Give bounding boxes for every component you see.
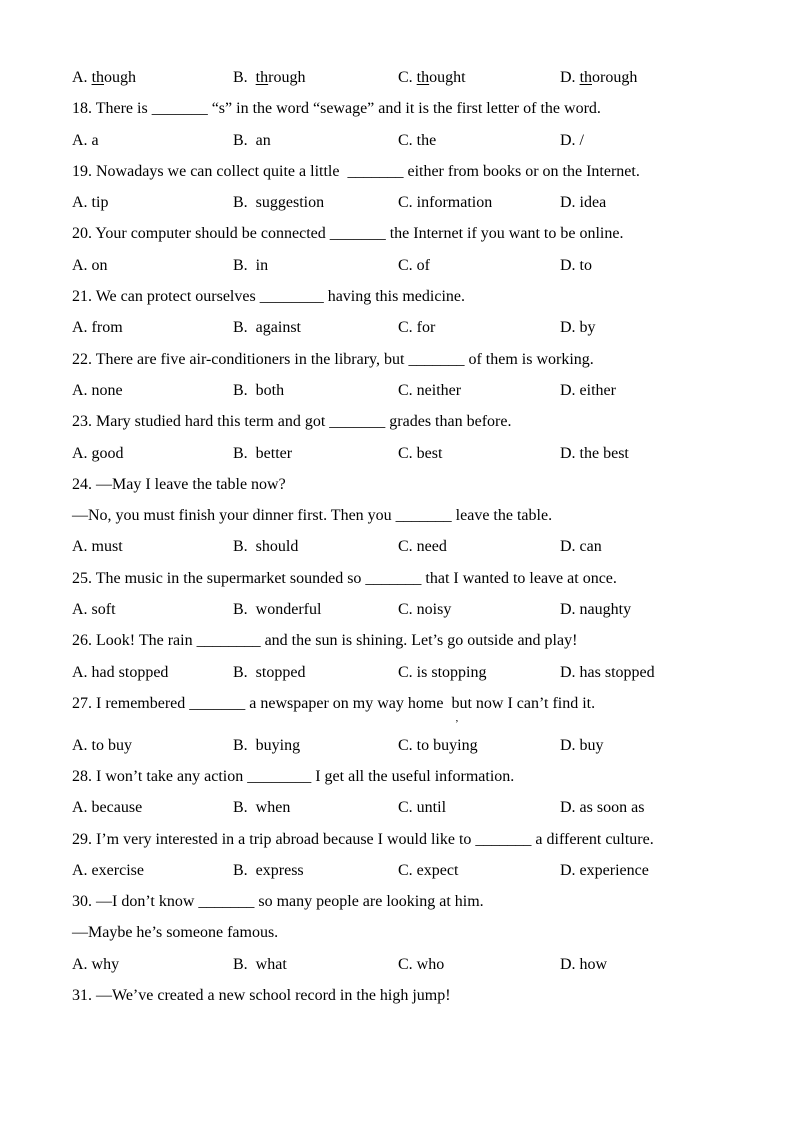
- options-row: [72, 594, 738, 625]
- question-line: 18. There is _______ “s” in the word “sewage” and it is the first letter of the word.: [72, 100, 601, 118]
- option-text: A. soft: [72, 601, 116, 619]
- option-text: D. as soon as: [560, 799, 645, 817]
- option-b: [233, 62, 398, 93]
- option-d: [560, 438, 738, 469]
- options-row: [72, 187, 738, 218]
- option-b: [233, 312, 398, 343]
- option-c: [398, 62, 560, 93]
- option-text: A.: [72, 69, 92, 86]
- question-line: 28. I won’t take any action ________ I get all the useful information.: [72, 767, 515, 785]
- option-a: [72, 949, 233, 980]
- option-text: C. until: [398, 799, 447, 817]
- option-c: [398, 187, 560, 218]
- option-text: A. from: [72, 319, 123, 337]
- option-b: [233, 375, 398, 406]
- option-text: B. stopped: [233, 663, 306, 681]
- underlined-text: th: [416, 69, 430, 86]
- option-text: C. best: [398, 444, 443, 462]
- option-text: C. need: [398, 538, 447, 556]
- options-row: [72, 730, 738, 761]
- question-line: 23. Mary studied hard this term and got _______ grades than before.: [72, 413, 512, 431]
- option-b: [233, 657, 398, 688]
- stray-mark-line: [72, 719, 738, 729]
- option-c: [398, 657, 560, 688]
- option-b: [233, 250, 398, 281]
- option-c: [398, 730, 560, 761]
- option-a: [72, 594, 233, 625]
- option-text: D. either: [560, 381, 616, 399]
- option-text: C. is stopping: [398, 663, 487, 681]
- option-text: B. an: [233, 131, 271, 149]
- question-line: 20. Your computer should be connected _______ the Internet if you want to be online.: [72, 225, 624, 243]
- option-c: [398, 438, 560, 469]
- options-row: [72, 531, 738, 562]
- option-text: D.: [560, 69, 580, 86]
- underlined-text: th: [91, 69, 105, 86]
- underlined-text: th: [255, 69, 269, 86]
- underlined-text: th: [579, 69, 593, 86]
- option-text: B.: [233, 69, 256, 86]
- option-text: A. a: [72, 131, 99, 149]
- option-a: [72, 125, 233, 156]
- question-line: 30. —I don’t know _______ so many people are looking at him.: [72, 893, 484, 911]
- stray-mark: ’: [455, 718, 459, 731]
- options-row: [72, 792, 738, 823]
- option-text: D. idea: [560, 194, 607, 212]
- question-line: 21. We can protect ourselves ________ having this medicine.: [72, 288, 465, 306]
- option-text: B. suggestion: [233, 194, 325, 212]
- option-text: D. buy: [560, 736, 604, 754]
- option-d: [560, 125, 738, 156]
- option-d: [560, 657, 738, 688]
- option-text: D. by: [560, 319, 596, 337]
- option-a: [72, 250, 233, 281]
- option-text: A. good: [72, 444, 124, 462]
- option-text: A. exercise: [72, 861, 144, 879]
- option-text: B. in: [233, 256, 269, 274]
- option-c: [398, 531, 560, 562]
- options-row: [72, 855, 738, 886]
- option-d: [560, 250, 738, 281]
- option-a: [72, 62, 233, 93]
- question-line: 27. I remembered _______ a newspaper on my way home but now I can’t find it.: [72, 694, 596, 712]
- option-text: C.: [398, 69, 417, 86]
- option-c: [398, 792, 560, 823]
- options-row: [72, 250, 738, 281]
- question-line: 22. There are five air-conditioners in the library, but _______ of them is working.: [72, 350, 594, 368]
- option-b: [233, 594, 398, 625]
- option-text: D. the best: [560, 444, 629, 462]
- option-text: A. must: [72, 538, 123, 556]
- option-text: A. tip: [72, 194, 109, 212]
- option-d: [560, 531, 738, 562]
- question-line: 29. I’m very interested in a trip abroad because I would like to _______ a different culture.: [72, 830, 654, 848]
- question-line: —Maybe he’s someone famous.: [72, 924, 279, 942]
- option-a: [72, 657, 233, 688]
- option-b: [233, 730, 398, 761]
- option-c: [398, 949, 560, 980]
- options-row: [72, 375, 738, 406]
- option-c: [398, 375, 560, 406]
- option-b: [233, 125, 398, 156]
- option-text: C. the: [398, 131, 437, 149]
- option-text: B. buying: [233, 736, 301, 754]
- option-text: C. of: [398, 256, 430, 274]
- option-b: [233, 187, 398, 218]
- option-c: [398, 855, 560, 886]
- option-a: [72, 730, 233, 761]
- option-text: A. to buy: [72, 736, 132, 754]
- option-text: D. /: [560, 131, 584, 149]
- option-b: [233, 438, 398, 469]
- option-text: rough: [268, 69, 306, 86]
- question-line: 31. —We’ve created a new school record in the high jump!: [72, 987, 451, 1004]
- question-line: 24. —May I leave the table now?: [72, 475, 286, 493]
- option-text: C. information: [398, 194, 493, 212]
- option-d: [560, 949, 738, 980]
- option-a: [72, 531, 233, 562]
- option-b: [233, 531, 398, 562]
- option-d: [560, 730, 738, 761]
- options-row: [72, 657, 738, 688]
- option-d: [560, 855, 738, 886]
- option-c: [398, 125, 560, 156]
- option-text: B. both: [233, 381, 285, 399]
- option-c: [398, 312, 560, 343]
- option-text: C. to buying: [398, 736, 478, 754]
- question-line: 26. Look! The rain ________ and the sun is shining. Let’s go outside and play!: [72, 632, 578, 650]
- option-text: A. on: [72, 256, 108, 274]
- option-text: B. wonderful: [233, 601, 322, 619]
- option-text: D. has stopped: [560, 663, 655, 681]
- option-text: B. better: [233, 444, 293, 462]
- option-text: B. should: [233, 538, 299, 556]
- option-text: B. against: [233, 319, 301, 337]
- option-text: D. can: [560, 538, 602, 556]
- option-a: [72, 855, 233, 886]
- option-a: [72, 375, 233, 406]
- option-text: ough: [104, 69, 137, 86]
- option-d: [560, 187, 738, 218]
- option-b: [233, 949, 398, 980]
- option-text: B. express: [233, 861, 304, 879]
- option-text: C. who: [398, 955, 445, 973]
- option-d: [560, 312, 738, 343]
- option-text: A. had stopped: [72, 663, 169, 681]
- option-text: A. because: [72, 799, 143, 817]
- question-line: —No, you must finish your dinner first. Then you _______ leave the table.: [72, 507, 553, 525]
- option-text: D. experience: [560, 861, 649, 879]
- options-row: [72, 438, 738, 469]
- option-a: [72, 438, 233, 469]
- option-text: C. neither: [398, 381, 462, 399]
- options-row: [72, 62, 738, 93]
- option-text: B. when: [233, 799, 291, 817]
- option-text: ought: [429, 69, 466, 86]
- option-text: D. to: [560, 256, 592, 274]
- options-row: [72, 949, 738, 980]
- options-row: [72, 312, 738, 343]
- option-text: B. what: [233, 955, 287, 973]
- option-c: [398, 594, 560, 625]
- option-text: D. naughty: [560, 601, 632, 619]
- option-a: [72, 312, 233, 343]
- question-line: 25. The music in the supermarket sounded so _______ that I wanted to leave at once.: [72, 569, 617, 587]
- option-d: [560, 375, 738, 406]
- option-d: [560, 62, 738, 93]
- option-b: [233, 792, 398, 823]
- option-text: C. expect: [398, 861, 459, 879]
- option-text: A. none: [72, 381, 123, 399]
- option-text: orough: [592, 69, 638, 86]
- option-text: C. noisy: [398, 601, 452, 619]
- option-c: [398, 250, 560, 281]
- option-text: C. for: [398, 319, 436, 337]
- option-b: [233, 855, 398, 886]
- options-row: [72, 125, 738, 156]
- option-d: [560, 594, 738, 625]
- option-a: [72, 792, 233, 823]
- question-line: 19. Nowadays we can collect quite a little _______ either from books or on the Internet.: [72, 162, 640, 180]
- option-a: [72, 187, 233, 218]
- option-d: [560, 792, 738, 823]
- option-text: A. why: [72, 955, 120, 973]
- option-text: D. how: [560, 955, 608, 973]
